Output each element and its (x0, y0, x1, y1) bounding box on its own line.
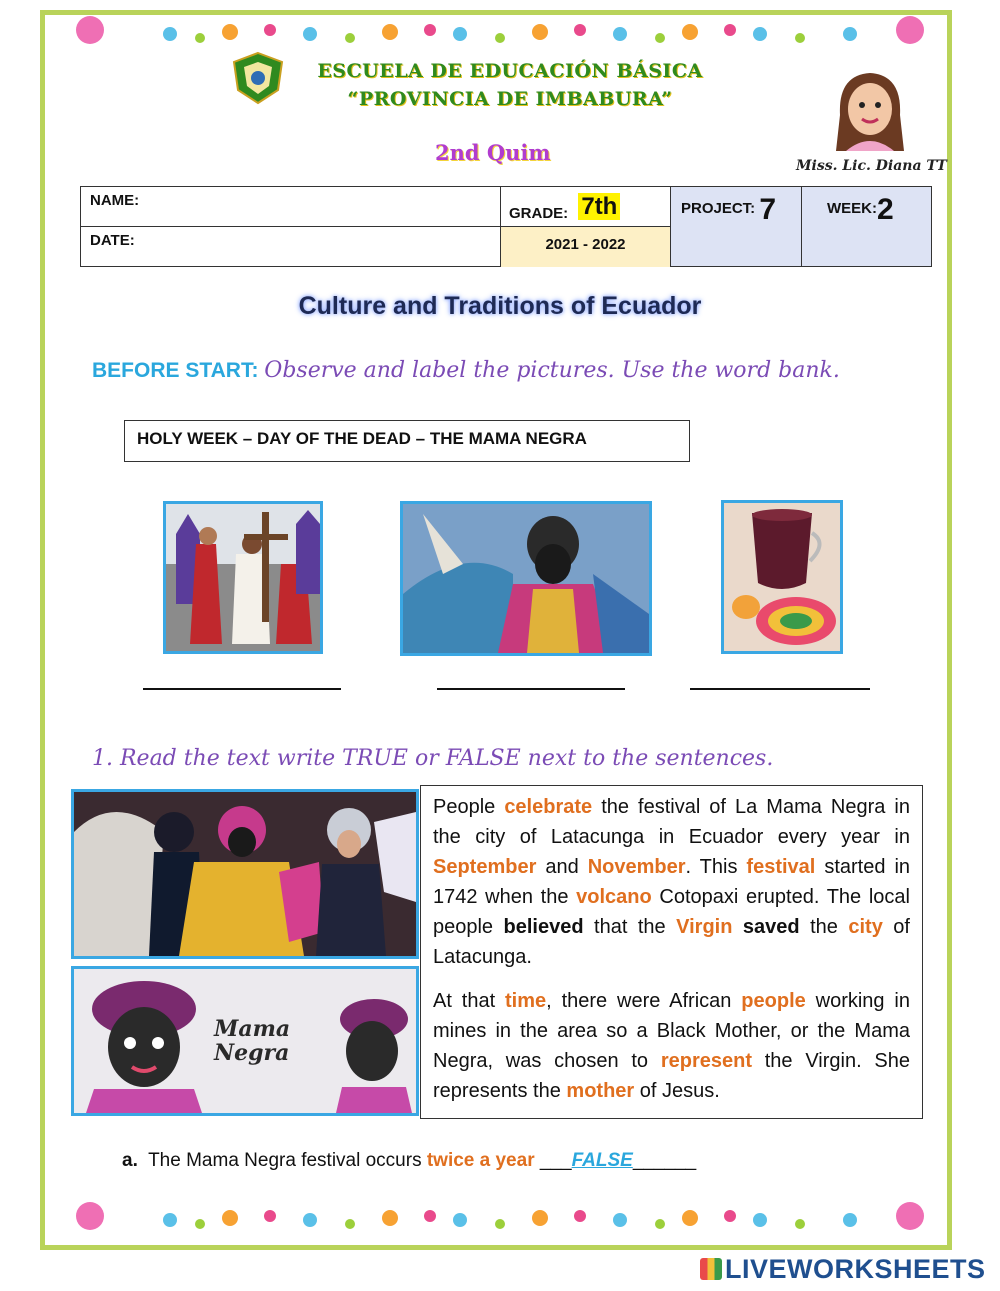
teacher-avatar (820, 65, 920, 157)
school-crest-logo (230, 50, 286, 106)
reading-text-box (420, 785, 923, 1119)
liveworksheets-brand[interactable] (700, 1254, 986, 1285)
school-year: 2021 - 2022 (545, 236, 626, 253)
reading-paragraph-1: People celebrate the festival of La Mama Negra in the city of Latacunga in Ecuador every year in September and November. This festival started in 1742 when the volcano Cotopaxi erupted. The local people believed that the Virgin saved the city of Latacunga. (433, 796, 911, 968)
name-label: NAME: (90, 192, 140, 209)
label-blank-1[interactable] (143, 688, 341, 690)
mama-negra-logo-text: Mama Negra (214, 1016, 291, 1066)
school-name-line2: “PROVINCIA DE IMBABURA” (347, 88, 673, 110)
floral-border-bottom (60, 1200, 940, 1236)
page-title: Culture and Traditions of Ecuador (298, 292, 702, 320)
project-value: 7 (759, 193, 777, 226)
holy-week-photo (163, 501, 323, 654)
project-label: PROJECT: (681, 200, 756, 217)
word-bank: HOLY WEEK – DAY OF THE DEAD – THE MAMA NEGRA (124, 420, 690, 462)
floral-border-top (60, 14, 940, 50)
school-name-line1: ESCUELA DE EDUCACIÓN BÁSICA (317, 60, 703, 82)
school-year-cell (501, 227, 671, 267)
date-field[interactable] (81, 227, 501, 267)
grade-value: 7th (578, 193, 620, 220)
name-field[interactable] (81, 187, 501, 227)
question-a: a. The Mama Negra festival occurs twice a year ___FALSE______ (122, 1150, 697, 1171)
before-start-label: BEFORE START: (92, 359, 259, 382)
mama-negra-photo (400, 501, 652, 656)
question-a-text: The Mama Negra festival occurs (148, 1150, 427, 1171)
student-info-table (80, 186, 932, 267)
week-cell (802, 187, 931, 266)
liveworksheets-logo-icon (700, 1258, 722, 1280)
question-a-letter: a. (122, 1150, 138, 1171)
label-blank-2[interactable] (437, 688, 625, 690)
question-a-answer[interactable]: FALSE (571, 1150, 633, 1171)
question-a-highlight: twice a year (426, 1150, 535, 1171)
teacher-name: Miss. Lic. Diana TT (796, 158, 947, 174)
reading-paragraph-2: At that time, there were African people working in mines in the area so a Black Mother, or the Mama Negra, was chosen to represent the Virgin. She represents the mother of Jesus. (433, 990, 910, 1102)
label-blank-3[interactable] (690, 688, 870, 690)
day-of-dead-photo (721, 500, 843, 654)
grade-cell (501, 187, 671, 227)
before-start-line (92, 358, 840, 383)
exercise1-instruction: 1. Read the text write TRUE or FALSE next to the sentences. (92, 746, 774, 771)
date-label: DATE: (90, 232, 135, 249)
week-value: 2 (877, 193, 894, 226)
before-start-instruction: Observe and label the pictures. Use the word bank. (264, 358, 840, 383)
grade-label: GRADE: (509, 205, 569, 222)
mama-negra-store-image (71, 966, 419, 1116)
project-cell (671, 187, 802, 266)
week-label: WEEK: (827, 200, 877, 217)
term-label: 2nd Quim (435, 140, 551, 165)
liveworksheets-label: LIVEWORKSHEETS (725, 1254, 986, 1284)
mama-negra-parade-photo (71, 789, 419, 959)
